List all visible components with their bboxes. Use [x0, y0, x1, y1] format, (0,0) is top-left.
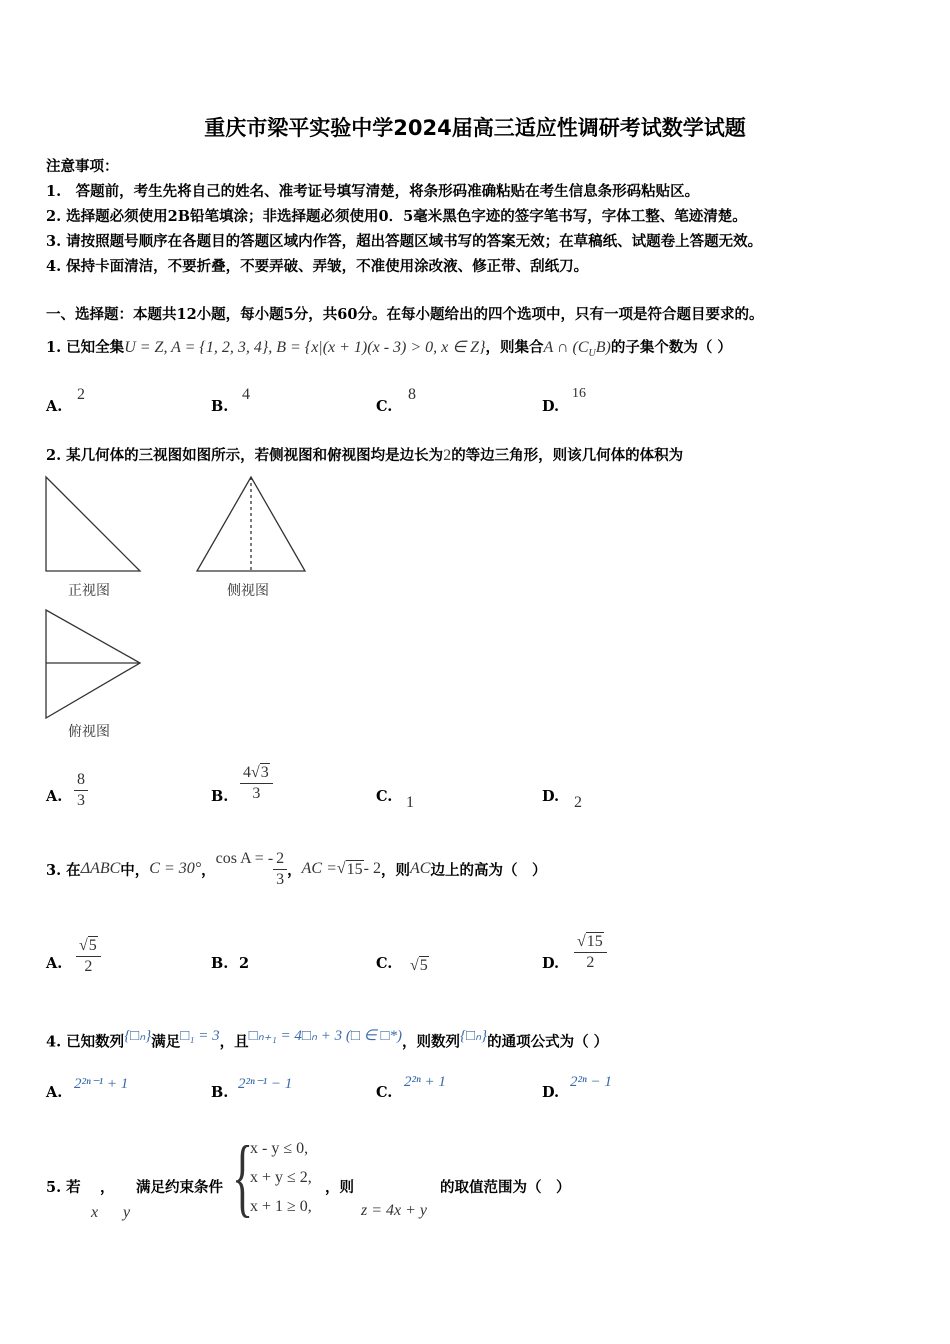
q3-p3: ， — [201, 861, 216, 879]
q1-option-c-label: C. — [376, 398, 393, 415]
q3-p1: 3. 在 — [46, 861, 81, 879]
page-title: 重庆市梁平实验中学2024届高三适应性调研考试数学试题 — [204, 116, 746, 140]
q3-d-den: 2 — [586, 954, 595, 971]
q3-option-b-label: B. — [211, 955, 229, 972]
q4-p4: ，则数列 — [402, 1033, 461, 1051]
q1-mid: ，则集合 — [485, 339, 544, 356]
q4-cond1: □₁ = 3 — [180, 1028, 220, 1044]
notice-item-1: 1. 答题前，考生先将自己的姓名、准考证号填写清楚，将条形码准确粘贴在考生信息条形码粘贴区。 — [46, 183, 700, 200]
q2-option-d-value: 2 — [574, 794, 582, 811]
q4-seq-2: {□ₙ} — [460, 1028, 488, 1044]
q4-p2: 满足 — [151, 1033, 181, 1051]
q1-math-expr: A ∩ (C — [543, 339, 589, 356]
q1-math-sub: U — [588, 348, 596, 360]
q5-comma: ， — [100, 1179, 115, 1196]
q1-option-b-value: 4 — [242, 386, 250, 403]
question-3: 3. 在 ΔABC 中， C = 30° ， cos A = - $\frac{2}{3}$ ， AC = √ 15 - 2 ，则 AC 边上的高为（ ） — [46, 849, 547, 888]
q3-option-d-label: D. — [542, 955, 560, 972]
q2-b-den: 3 — [252, 785, 261, 802]
q2-option-b-label: B. — [211, 788, 229, 805]
q3-ac-side: AC — [410, 860, 431, 877]
side-view-caption: 侧视图 — [227, 583, 269, 599]
q5-constraint-1: x - y ≤ 0, — [250, 1140, 309, 1157]
q4-seq: {□ₙ} — [124, 1028, 152, 1044]
q5-objective: z = 4x + y — [361, 1202, 428, 1219]
notice-item-2: 2. 选择题必须使用2B铅笔填涂；非选择题必须使用0．5毫米黑色字迹的签字笔书写，字体工整、笔迹清楚。 — [46, 208, 747, 225]
q3-option-b-value: 2 — [239, 955, 250, 972]
question-4 — [46, 1025, 608, 1053]
q3-p5: ，则 — [381, 861, 410, 879]
q4-option-c-label: C. — [376, 1084, 393, 1101]
q5-var-y: y — [123, 1204, 131, 1221]
q1-suffix: 的子集个数为（ ） — [610, 339, 732, 356]
q5-p4: 的取值范围为（ ） — [440, 1179, 571, 1196]
q2-option-d-label: D. — [542, 788, 560, 805]
q4-cond2: □ₙ₊₁ = 4□ₙ + 3 (□ ∈ □*) — [248, 1028, 403, 1044]
q2-text-b: 的等边三角形，则该几何体的体积为 — [451, 447, 684, 464]
q5-p2: 满足约束条件 — [136, 1179, 223, 1196]
q3-rad: 15 — [346, 860, 363, 878]
q3-cos-num: 2 — [273, 849, 287, 870]
section-heading: 一、选择题：本题共12小题，每小题5分，共60分。在每小题给出的四个选项中，只有一项是符合题目要求的。 — [46, 306, 764, 323]
q3-ac-tail: - 2 — [363, 860, 381, 877]
q5-constraint-2: x + y ≤ 2, — [250, 1169, 312, 1186]
top-view — [46, 610, 140, 718]
q3-option-d-value: $\frac{√15}{2}$ — [574, 932, 607, 973]
q3-ac: AC = — [301, 860, 337, 877]
q5-constraint-3: x + 1 ≥ 0, — [250, 1198, 312, 1215]
q2-num: 2 — [443, 447, 452, 464]
q3-p4: ， — [287, 861, 302, 879]
q3-a-rad: 5 — [88, 937, 97, 954]
q3-angle-c: C = 30° — [149, 860, 202, 877]
top-view-caption: 俯视图 — [68, 724, 110, 740]
q1-prefix: 1. 已知全集 — [46, 339, 125, 356]
q2-option-c-label: C. — [376, 788, 393, 805]
q3-a-den: 2 — [84, 958, 93, 975]
q2-option-c-value: 1 — [406, 794, 414, 811]
q1-math-set-b: , B = {x|(x + 1)(x - 3) > 0, x ∈ Z} — [268, 339, 486, 356]
q1-math-expr-end: B) — [595, 339, 611, 356]
q2-option-a-value — [74, 770, 88, 811]
q4-option-a-label: A. — [46, 1084, 63, 1101]
front-view — [46, 477, 140, 571]
q4-option-d-label: D. — [542, 1084, 560, 1101]
notice-item-4: 4. 保持卡面清洁，不要折叠，不要弄破、弄皱，不准使用涂改液、修正带、刮纸刀。 — [46, 258, 589, 275]
q1-option-c-value: 8 — [408, 386, 416, 403]
q4-p1: 4. 已知数列 — [46, 1033, 125, 1051]
q3-cos-den: 3 — [276, 870, 285, 888]
q2-a-den: 3 — [77, 792, 85, 809]
q3-option-a-value: $\frac{√5}{2}$ — [76, 936, 101, 977]
q3-d-rad: 15 — [586, 933, 603, 950]
q4-option-c-value: 2²ⁿ + 1 — [404, 1074, 446, 1090]
q4-p3: ，且 — [219, 1033, 249, 1051]
q3-cos: cos A = - — [215, 850, 274, 867]
q1-option-a-label: A. — [46, 398, 63, 415]
q3-option-c-value: √5 — [410, 957, 428, 974]
q1-option-a-value: 2 — [77, 386, 85, 403]
q4-option-b-value: 2²ⁿ⁻¹ − 1 — [238, 1076, 293, 1092]
q3-triangle: ΔABC — [80, 860, 121, 877]
q2-option-a-label: A. — [46, 788, 63, 805]
notice-heading: 注意事项： — [46, 158, 119, 175]
q4-option-d-value: 2²ⁿ − 1 — [570, 1074, 612, 1090]
q5-p1: 5. 若 — [46, 1179, 81, 1196]
q3-option-a-label: A. — [46, 955, 63, 972]
q3-option-c-label: C. — [376, 955, 393, 972]
q5-brace: { — [232, 1129, 254, 1226]
q4-option-b-label: B. — [211, 1084, 229, 1101]
q1-math-set-a: U = Z, A = {1, 2, 3, 4} — [124, 339, 269, 356]
q2-b-coef: 4 — [243, 764, 251, 781]
q2-b-rad: 3 — [260, 764, 269, 781]
q5-var-x: x — [91, 1204, 99, 1221]
side-view — [197, 477, 305, 571]
q1-option-b-label: B. — [211, 398, 229, 415]
q3-p2: 中， — [120, 861, 150, 879]
notice-item-3: 3. 请按照题号顺序在各题目的答题区域内作答，超出答题区域书写的答案无效；在草稿纸、试题卷上答题无效。 — [46, 233, 763, 250]
q1-option-d-value: 16 — [572, 386, 586, 401]
q3-c-rad: 5 — [419, 957, 428, 974]
q1-option-d-label: D. — [542, 398, 560, 415]
front-view-caption: 正视图 — [68, 583, 110, 599]
q2-text-a: 2. 某几何体的三视图如图所示，若侧视图和俯视图均是边长为 — [46, 447, 444, 464]
q2-a-num: 8 — [74, 770, 88, 791]
q2-option-b-value: $\frac{4√3}{3}$ — [240, 763, 273, 804]
q3-p6: 边上的高为（ ） — [430, 861, 547, 879]
q4-p5: 的通项公式为（ ） — [487, 1033, 609, 1051]
q4-option-a-value: 2²ⁿ⁻¹ + 1 — [74, 1076, 129, 1092]
q5-p3: ，则 — [325, 1179, 354, 1196]
